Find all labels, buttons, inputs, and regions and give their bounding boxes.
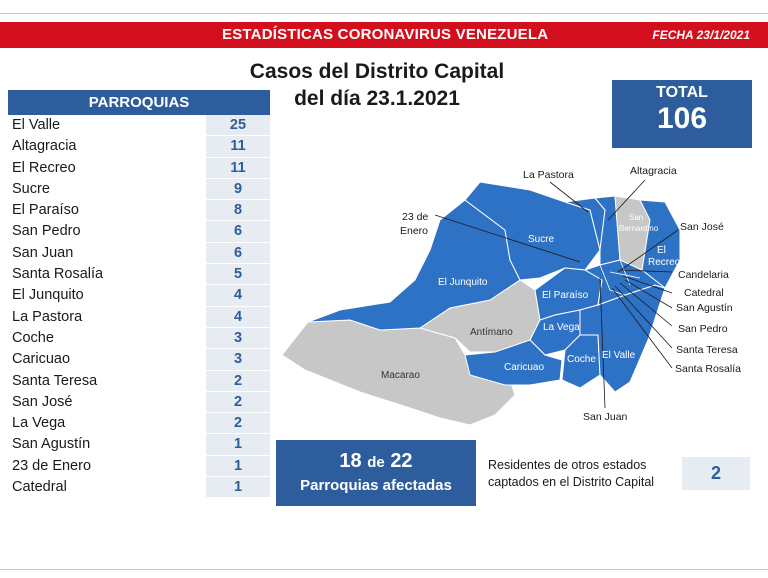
parroquia-cases: 1 <box>206 434 270 455</box>
map-label-santateresa: Santa Teresa <box>676 344 738 356</box>
parroquia-name: San Pedro <box>12 223 81 240</box>
map-label-enero-2: Enero <box>400 225 429 237</box>
map-label-catedral: Catedral <box>684 287 724 299</box>
map-label-bernardino-1: San <box>629 213 644 222</box>
header-bar <box>0 22 768 48</box>
map-label-coche: Coche <box>567 354 596 365</box>
parroquia-name: La Pastora <box>12 308 83 325</box>
header-title: ESTADÍSTICAS CORONAVIRUS VENEZUELA <box>222 26 549 43</box>
parroquia-name: Catedral <box>12 479 67 496</box>
parroquia-name: 23 de Enero <box>12 457 92 474</box>
residents-value: 2 <box>682 457 750 490</box>
page-title <box>232 58 522 112</box>
table-row <box>8 158 270 179</box>
parroquia-cases: 4 <box>206 285 270 306</box>
affected-label: Parroquias afectadas <box>300 477 452 494</box>
parroquia-name: San José <box>12 393 73 410</box>
residents-label-line1: Residentes de otros estados <box>488 458 647 472</box>
table-row <box>8 136 270 157</box>
map-label-bernardino-2: Bernardino <box>619 224 659 233</box>
parroquia-name: San Agustín <box>12 436 91 453</box>
affected-total: 22 <box>390 450 413 472</box>
residents-label <box>488 457 680 493</box>
residents-label-line2: captados en el Distrito Capital <box>488 475 655 489</box>
parroquia-cases: 11 <box>206 158 270 179</box>
parroquia-cases: 3 <box>206 328 270 349</box>
total-value: 106 <box>656 102 708 135</box>
parroquia-name: Altagracia <box>12 138 77 155</box>
parroquia-name: La Vega <box>12 415 66 432</box>
parroquia-name: El Paraíso <box>12 202 79 219</box>
map-label-junquito: El Junquito <box>438 277 488 288</box>
table-row <box>8 392 270 413</box>
table-row <box>8 179 270 200</box>
table-row <box>8 307 270 328</box>
parroquia-name: Santa Rosalía <box>12 266 104 283</box>
parroquia-name: El Recreo <box>12 159 76 176</box>
map-label-pastora: La Pastora <box>523 169 574 181</box>
map-label-sanjuan: San Juan <box>583 411 628 423</box>
table-row <box>8 477 270 498</box>
parroquia-cases: 11 <box>206 136 270 157</box>
parroquia-cases: 4 <box>206 307 270 328</box>
table-row <box>8 456 270 477</box>
table-row <box>8 221 270 242</box>
table-row <box>8 200 270 221</box>
map-label-candelaria: Candelaria <box>678 269 729 281</box>
bottom-divider <box>0 569 768 570</box>
table-row <box>8 371 270 392</box>
table-row <box>8 285 270 306</box>
affected-number: 18 <box>339 450 362 472</box>
map-label-sanjose: San José <box>680 221 724 233</box>
parroquia-name: Caricuao <box>12 351 71 368</box>
parroquia-name: Sucre <box>12 180 50 197</box>
parroquia-cases: 9 <box>206 179 270 200</box>
page-title-line1: Casos del Distrito Capital <box>249 60 505 83</box>
map-label-caricuao: Caricuao <box>504 362 545 373</box>
top-divider <box>0 13 768 14</box>
parroquia-cases: 6 <box>206 243 270 264</box>
table-header: PARROQUIAS <box>8 90 270 115</box>
map-label-sanagustin: San Agustín <box>676 302 733 314</box>
district-map <box>280 160 768 430</box>
parroquia-name: Santa Teresa <box>12 372 98 389</box>
affected-parishes-box <box>276 440 476 506</box>
map-svg <box>280 160 768 430</box>
total-label: TOTAL <box>656 84 708 101</box>
parroquia-name: Coche <box>12 329 54 346</box>
parroquia-name: El Valle <box>12 117 61 133</box>
parroquia-cases: 25 <box>206 115 270 136</box>
affected-count <box>276 450 476 473</box>
table-row <box>8 434 270 455</box>
table-row <box>8 115 270 136</box>
parroquia-name: El Junquito <box>12 287 84 304</box>
map-label-recreo-1: El <box>657 245 666 256</box>
map-label-paraiso: El Paraíso <box>542 290 589 301</box>
map-label-vega: La Vega <box>543 322 580 333</box>
parroquia-cases: 1 <box>206 456 270 477</box>
affected-of: de <box>367 454 385 471</box>
header-date: FECHA 23/1/2021 <box>652 28 750 42</box>
map-label-recreo-2: Recreo <box>648 257 681 268</box>
map-label-antimano: Antímano <box>470 327 513 338</box>
parroquia-cases: 2 <box>206 371 270 392</box>
table-row <box>8 264 270 285</box>
parroquia-cases: 5 <box>206 264 270 285</box>
map-label-sucre: Sucre <box>528 234 555 245</box>
parroquia-cases: 3 <box>206 349 270 370</box>
parroquia-cases: 8 <box>206 200 270 221</box>
map-label-santarosalia: Santa Rosalía <box>675 363 741 375</box>
map-label-altagracia: Altagracia <box>630 165 677 177</box>
parroquias-table <box>8 90 270 498</box>
map-label-enero-1: 23 de <box>402 211 429 223</box>
table-row <box>8 328 270 349</box>
parroquia-cases: 6 <box>206 221 270 242</box>
table-row <box>8 243 270 264</box>
page-title-line2: del día 23.1.2021 <box>294 87 460 110</box>
parroquia-cases: 1 <box>206 477 270 498</box>
map-label-valle: El Valle <box>602 350 636 361</box>
table-row <box>8 413 270 434</box>
map-label-sanpedro: San Pedro <box>678 323 728 335</box>
total-box <box>612 80 752 148</box>
table-row <box>8 349 270 370</box>
parroquia-name: San Juan <box>12 244 74 261</box>
parroquia-cases: 2 <box>206 413 270 434</box>
parroquia-cases: 2 <box>206 392 270 413</box>
map-label-macarao: Macarao <box>381 370 420 381</box>
